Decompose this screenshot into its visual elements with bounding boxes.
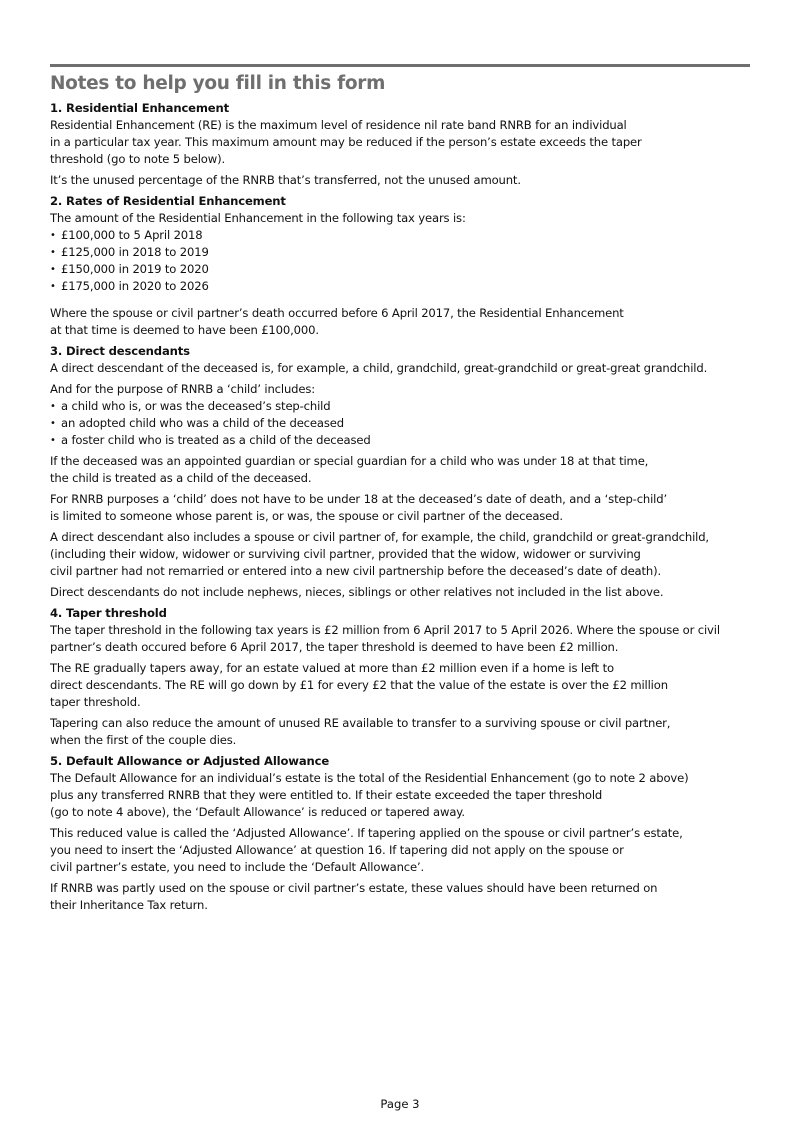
s3-p4-line: For RNRB purposes a ‘child’ does not have to be under 18 at the deceased’s date of death, and a ‘step-child’	[50, 492, 668, 506]
s4-p1-line: partner’s death occured before 6 April 2017, the taper threshold is deemed to have been £2 million.	[50, 640, 619, 654]
s2-rates-list	[50, 227, 755, 295]
section-2-heading: 2. Rates of Residential Enhancement	[50, 194, 286, 208]
s5-p3	[50, 880, 755, 914]
s5-p1-line: plus any transferred RNRB that they were entitled to. If their estate exceeded the taper threshold	[50, 788, 603, 802]
list-item: • a foster child who is treated as a child of the deceased	[50, 432, 755, 449]
section-5-heading: 5. Default Allowance or Adjusted Allowance	[50, 754, 330, 768]
s4-p3-line: Tapering can also reduce the amount of unused RE available to transfer to a surviving spouse or civil partner,	[50, 716, 671, 730]
s4-p3	[50, 715, 755, 749]
s2-p2-line: Where the spouse or civil partner’s death occurred before 6 April 2017, the Residential Enhancement	[50, 306, 624, 320]
section-4-heading: 4. Taper threshold	[50, 606, 167, 620]
list-item: • £100,000 to 5 April 2018	[50, 227, 755, 244]
s2-p2-line: at that time is deemed to have been £100,000.	[50, 323, 319, 337]
s3-p4	[50, 491, 755, 525]
section-3-heading: 3. Direct descendants	[50, 344, 190, 358]
s4-p1	[50, 622, 755, 656]
s2-intro: The amount of the Residential Enhancement in the following tax years is:	[50, 211, 466, 225]
notes-content	[50, 100, 755, 918]
s3-p3-line: If the deceased was an appointed guardian or special guardian for a child who was under 18 at that time,	[50, 454, 649, 468]
list-item: • a child who is, or was the deceased’s step-child	[50, 398, 755, 415]
s3-child-list	[50, 398, 755, 449]
page-number: Page 3	[380, 1097, 420, 1111]
s1-p1-line: in a particular tax year. This maximum amount may be reduced if the person’s estate exceeds the taper	[50, 135, 642, 149]
s3-p2: And for the purpose of RNRB a ‘child’ includes:	[50, 382, 316, 396]
s4-p2-line: taper threshold.	[50, 695, 141, 709]
s3-p5	[50, 529, 755, 580]
s1-p1-line: Residential Enhancement (RE) is the maximum level of residence nil rate band RNRB for an individual	[50, 118, 627, 132]
s5-p3-line: If RNRB was partly used on the spouse or civil partner’s estate, these values should have been returned on	[50, 881, 658, 895]
s5-p2-line: you need to insert the ‘Adjusted Allowance’ at question 16. If tapering did not apply on the spouse or	[50, 843, 624, 857]
s4-p2-line: The RE gradually tapers away, for an estate valued at more than £2 million even if a home is left to	[50, 661, 614, 675]
section-1-heading: 1. Residential Enhancement	[50, 101, 230, 115]
s4-p2-line: direct descendants. The RE will go down by £1 for every £2 that the value of the estate is over the £2 million	[50, 678, 668, 692]
s5-p2-line: civil partner’s estate, you need to include the ‘Default Allowance’.	[50, 860, 425, 874]
s3-p6: Direct descendants do not include nephews, nieces, siblings or other relatives not included in the list above.	[50, 585, 664, 599]
s4-p2	[50, 660, 755, 711]
s4-p1-line: The taper threshold in the following tax years is £2 million from 6 April 2017 to 5 April 2026. Where the spouse or civil	[50, 623, 720, 637]
s5-p3-line: their Inheritance Tax return.	[50, 898, 208, 912]
s5-p2-line: This reduced value is called the ‘Adjusted Allowance’. If tapering applied on the spouse or civil partner’s estate,	[50, 826, 683, 840]
list-item: • an adopted child who was a child of the deceased	[50, 415, 755, 432]
s2-p2	[50, 305, 755, 339]
s5-p1-line: The Default Allowance for an individual’s estate is the total of the Residential Enhancement (go to note 2 above)	[50, 771, 689, 785]
page-title: Notes to help you fill in this form	[50, 73, 386, 94]
list-item: • £175,000 in 2020 to 2026	[50, 278, 755, 295]
s3-p1: A direct descendant of the deceased is, for example, a child, grandchild, great-grandchild or great-great grandchild.	[50, 361, 708, 375]
s3-p3	[50, 453, 755, 487]
s5-p2	[50, 825, 755, 876]
list-item: • £125,000 in 2018 to 2019	[50, 244, 755, 261]
s4-p3-line: when the first of the couple dies.	[50, 733, 237, 747]
s1-p1	[50, 117, 755, 168]
list-item: • £150,000 in 2019 to 2020	[50, 261, 755, 278]
s3-p5-line: civil partner had not remarried or entered into a new civil partnership before the deceased’s date of death).	[50, 564, 662, 578]
s5-p1-line: (go to note 4 above), the ‘Default Allowance’ is reduced or tapered away.	[50, 805, 465, 819]
s1-p2: It’s the unused percentage of the RNRB that’s transferred, not the unused amount.	[50, 173, 521, 187]
s3-p3-line: the child is treated as a child of the deceased.	[50, 471, 312, 485]
s3-p5-line: (including their widow, widower or surviving civil partner, provided that the widow, widower or surviving	[50, 547, 641, 561]
s1-p1-line: threshold (go to note 5 below).	[50, 152, 225, 166]
s5-p1	[50, 770, 755, 821]
s3-p4-line: is limited to someone whose parent is, or was, the spouse or civil partner of the deceased.	[50, 509, 563, 523]
s3-p5-line: A direct descendant also includes a spouse or civil partner of, for example, the child, grandchild or great-grandchild,	[50, 530, 709, 544]
top-rule	[50, 64, 750, 67]
